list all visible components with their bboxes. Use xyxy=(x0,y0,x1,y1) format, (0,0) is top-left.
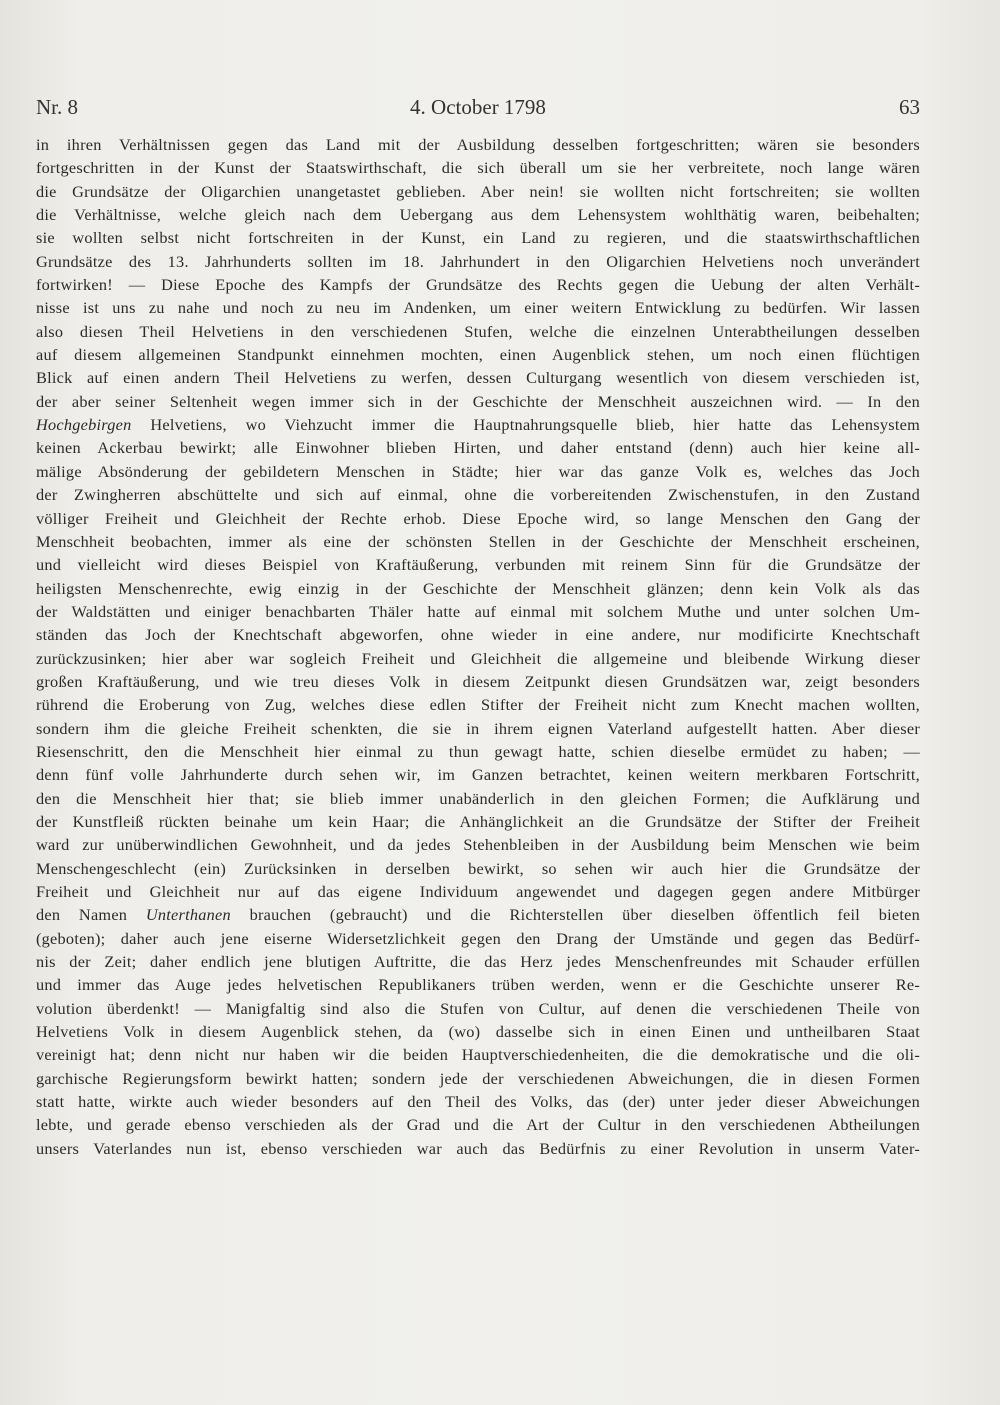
text-line xyxy=(36,250,920,273)
text-line xyxy=(36,226,920,249)
text-line xyxy=(36,483,920,506)
emphasized-term: Unterthanen xyxy=(145,905,231,925)
text-segment: (geboten); daher auch jene eiserne Widersetzlichkeit gegen den Drang der Umstände und gegen das Bedürf- xyxy=(36,928,920,948)
text-line xyxy=(36,180,920,203)
text-segment: den die Menschheit hier that; sie blieb immer unabänderlich in den gleichen Formen; die Aufklärung und xyxy=(36,788,920,808)
text-segment: zurückzusinken; hier aber war sogleich Freiheit und Gleichheit die allgemeine und bleibende Wirkung dieser xyxy=(36,648,920,668)
text-segment: Menschheit beobachten, immer als eine der schönsten Stellen in der Geschichte der Menschheit erscheinen, xyxy=(36,531,920,551)
text-segment: der aber seiner Seltenheit wegen immer sich in der Geschichte der Menschheit auszeichnen wird. — In den xyxy=(36,391,920,411)
text-line xyxy=(36,927,920,950)
page-header xyxy=(36,95,920,125)
text-line xyxy=(36,1020,920,1043)
text-line xyxy=(36,670,920,693)
body-text xyxy=(36,133,920,1160)
text-line xyxy=(36,833,920,856)
text-line xyxy=(36,1090,920,1113)
text-line xyxy=(36,950,920,973)
text-segment: sie wollten selbst nicht fortschreiten in der Kunst, ein Land zu regieren, und die staatswirthschaftlichen xyxy=(36,228,920,248)
text-segment: heiligsten Menschenrechte, ewig einzig in der Geschichte der Menschheit glänzen; denn kein Volk als das xyxy=(36,578,920,598)
text-segment: ständen das Joch der Knechtschaft abgeworfen, ohne wieder in eine andere, nur modificirte Knechtschaft xyxy=(36,625,920,645)
text-line xyxy=(36,787,920,810)
text-line xyxy=(36,997,920,1020)
text-line xyxy=(36,623,920,646)
text-line xyxy=(36,390,920,413)
text-segment: garchische Regierungsform bewirkt hatten; sondern jede der verschiedenen Abweichungen, die in diesen Formen xyxy=(36,1068,920,1088)
text-segment: Blick auf einen andern Theil Helvetiens zu werfen, dessen Culturgang wesentlich von diesem verschieden ist, xyxy=(36,368,920,388)
text-segment: sondern ihm die gleiche Freiheit schenkten, die sie in ihrem eignen Vaterland aufgestellt hatten. Aber dieser xyxy=(36,718,920,738)
issue-number: Nr. 8 xyxy=(36,95,78,119)
text-segment: also diesen Theil Helvetiens in den verschiedenen Stufen, welche die einzelnen Unterabtheilungen desselben xyxy=(36,321,920,341)
text-segment: die Verhältnisse, welche gleich nach dem Uebergang aus dem Lehensystem wohlthätig waren, beibehalten; xyxy=(36,205,920,225)
text-line xyxy=(36,1043,920,1066)
text-line xyxy=(36,203,920,226)
text-line xyxy=(36,273,920,296)
page-number: 63 xyxy=(899,95,920,119)
text-line xyxy=(36,436,920,459)
text-segment: denn fünf volle Jahrhunderte durch sehen wir, im Ganzen betrachtet, keinen weitern merkbaren Fortschritt, xyxy=(36,765,920,785)
text-line xyxy=(36,413,920,436)
text-segment: und immer das Auge jedes helvetischen Republikaners trüben werden, wenn er die Geschichte unserer Re- xyxy=(36,975,920,995)
text-segment: fortwirken! — Diese Epoche des Kampfs der Grundsätze des Rechts gegen die Uebung der alten Verhält- xyxy=(36,275,920,295)
text-segment: und vielleicht wird dieses Beispiel von Kraftäußerung, verbunden mit reinem Sinn für die Grundsätze der xyxy=(36,555,920,575)
text-segment: Grundsätze des 13. Jahrhunderts sollten im 18. Jahrhundert in den Oligarchien Helvetiens noch unverändert xyxy=(36,251,920,271)
text-line xyxy=(36,1113,920,1136)
text-segment: nisse ist uns zu nahe und noch zu neu im Andenken, um einer weitern Entwicklung zu bedürfen. Wir lassen xyxy=(36,298,920,318)
text-segment: statt hatte, wirkte auch wieder besonders auf den Theil des Volks, das (der) unter jeder dieser Abweichungen xyxy=(36,1092,920,1112)
text-segment: Freiheit und Gleichheit nur auf das eigene Individuum angewendet und dagegen gegen andere Mitbürger xyxy=(36,882,920,901)
text-line xyxy=(36,717,920,740)
text-segment: auf diesem allgemeinen Standpunkt einnehmen mochten, einen Augenblick stehen, um noch einen flüchtigen xyxy=(36,345,920,365)
text-line xyxy=(36,530,920,553)
text-segment: Riesenschritt, den die Menschheit hier einmal zu thun gewagt hatte, schien dieselbe ermüdet zu haben; — xyxy=(36,741,920,761)
text-segment: brauchen (gebraucht) und die Richterstellen über dieselben öffentlich feil bieten xyxy=(230,905,920,925)
text-segment: lebte, und gerade ebenso verschieden als der Grad und die Art der Cultur in den verschiedenen Abtheilungen xyxy=(36,1115,920,1135)
text-segment: rührend die Eroberung von Zug, welches diese edlen Stifter der Freiheit nicht zum Knecht machen wollten, xyxy=(36,695,920,715)
text-segment: Menschengeschlecht (ein) Zurücksinken in derselben bewirkt, so sehen wir auch hier die Grundsätze der xyxy=(36,858,920,878)
text-line xyxy=(36,366,920,389)
text-segment: der Waldstätten und einiger benachbarten Thäler hatte auf einmal mit solchem Muthe und unter solchen Um- xyxy=(36,601,920,621)
text-line xyxy=(36,810,920,833)
text-segment: mälige Absönderung der gebildetern Menschen in Städte; hier war das ganze Volk es, welches das Joch xyxy=(36,461,920,481)
text-line xyxy=(36,973,920,996)
text-segment: der Zwingherren abschüttelte und sich auf einmal, ohne die vorbereitenden Zwischenstufen, in den Zustand xyxy=(36,485,920,505)
text-segment: die Grundsätze der Oligarchien unangetastet geblieben. Aber nein! sie wollten nicht fortschreiten; sie wollten xyxy=(36,181,920,201)
text-segment: Helvetiens Volk in diesem Augenblick stehen, da (wo) dasselbe sich in einen Einen und untheilbaren Staat xyxy=(36,1022,920,1042)
issue-date: 4. October 1798 xyxy=(410,95,546,119)
text-line xyxy=(36,1067,920,1090)
text-line xyxy=(36,1137,920,1160)
text-segment: keinen Ackerbau bewirkt; alle Einwohner blieben Hirten, und daher entstand (denn) auch hier keine all- xyxy=(36,438,920,458)
text-line xyxy=(36,133,920,156)
emphasized-term: Hochgebirgen xyxy=(36,415,132,435)
text-segment: fortgeschritten in der Kunst der Staatswirthschaft, die sich überall um sie her verbreitete, noch lange wären xyxy=(36,158,920,178)
text-segment: nis der Zeit; daher endlich jene blutigen Auftritte, die das Herz jedes Menschenfreundes mit Schauder erfüllen xyxy=(36,952,920,972)
text-segment: großen Kraftäußerung, und wie treu dieses Volk in diesem Zeitpunkt diesen Grundsätzen war, zeigt besonders xyxy=(36,671,920,691)
text-line xyxy=(36,693,920,716)
text-segment: der Kunstfleiß rückten beinahe um kein Haar; die Anhänglichkeit an die Grundsätze der Stifter der Freiheit xyxy=(36,811,920,831)
text-segment: vereinigt hat; denn nicht nur haben wir die beiden Hauptverschiedenheiten, die die demokratische und die oli- xyxy=(36,1045,920,1065)
text-line xyxy=(36,507,920,530)
text-segment: ward zur unüberwindlichen Gewohnheit, und da jedes Stehenbleiben in der Ausbildung beim Menschen wie beim xyxy=(36,835,920,855)
text-line xyxy=(36,156,920,179)
text-segment: Helvetiens, wo Viehzucht immer die Hauptnahrungsquelle blieb, hier hatte das Lehensystem xyxy=(131,415,920,435)
text-segment: völliger Freiheit und Gleichheit der Rechte erhob. Diese Epoche wird, so lange Menschen den Gang der xyxy=(36,508,920,528)
text-line xyxy=(36,880,920,903)
text-line xyxy=(36,343,920,366)
text-segment: volution überdenkt! — Manigfaltig sind also die Stufen von Cultur, auf denen die verschiedenen Theile von xyxy=(36,998,920,1018)
text-line xyxy=(36,600,920,623)
text-segment: den Namen xyxy=(36,905,146,925)
text-line xyxy=(36,903,920,926)
text-line xyxy=(36,460,920,483)
text-line xyxy=(36,763,920,786)
text-line xyxy=(36,553,920,576)
text-line xyxy=(36,857,920,880)
text-line xyxy=(36,577,920,600)
text-line xyxy=(36,320,920,343)
text-line xyxy=(36,740,920,763)
text-line xyxy=(36,647,920,670)
text-segment: in ihren Verhältnissen gegen das Land mit der Ausbildung desselben fortgeschritten; wären sie besonders xyxy=(36,135,920,154)
text-line xyxy=(36,296,920,319)
text-segment: unsers Vaterlandes nun ist, ebenso verschieden war auch das Bedürfnis zu einer Revolution in unserm Vater- xyxy=(36,1138,920,1158)
